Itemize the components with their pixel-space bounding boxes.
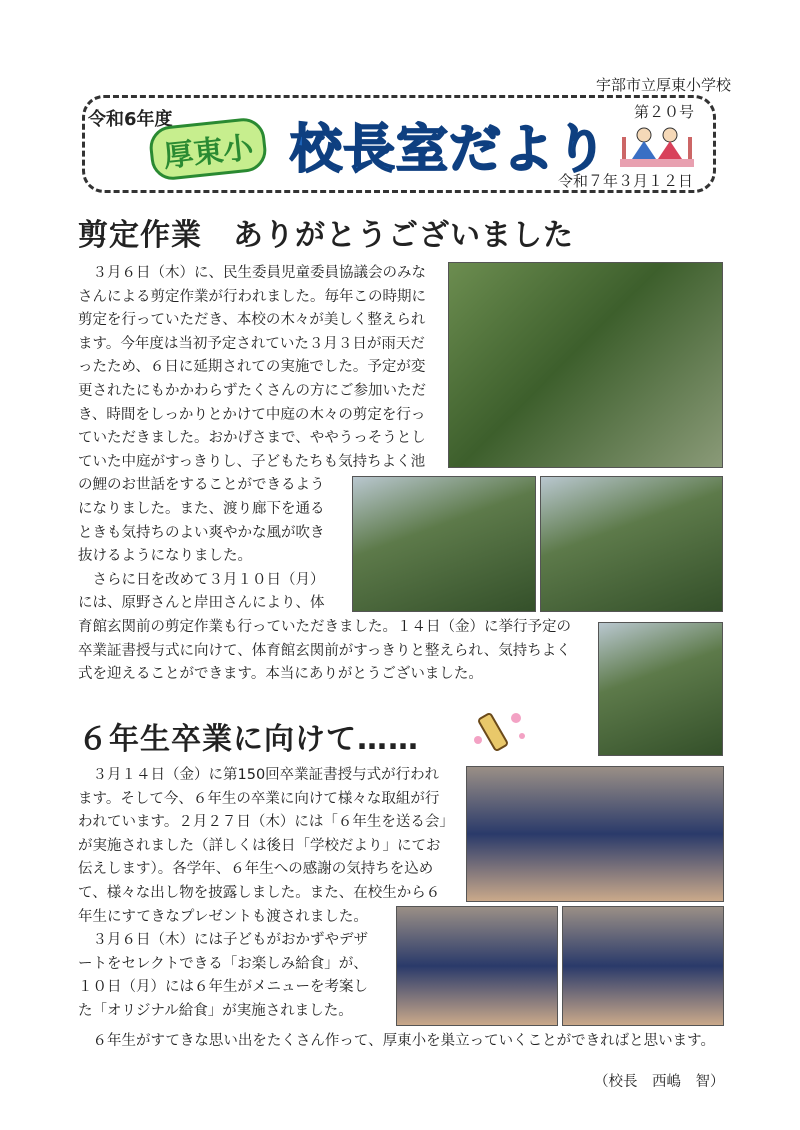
text-line: き、時間をしっかりとかけて中庭の木々の剪定を行っ [78, 406, 426, 423]
photo-courtyard-pruning [448, 262, 723, 468]
text-line: ３月６日（木）に、民生委員児童委員協議会のみな [78, 265, 426, 281]
article1-text-block-b [78, 616, 598, 687]
text-line: 年生にすてきなプレゼントも渡されました。 [78, 908, 368, 925]
article2-closing: ６年生がすてきな思い出をたくさん作って、厚東小を巣立っていくことができればと思います。 [78, 1033, 715, 1049]
text-line: 剪定を行っていただき、本校の木々が美しく整えられ [78, 312, 426, 329]
text-line: ３月１４日（金）に第150回卒業証書授与式が行われ [78, 767, 440, 783]
issue-date: 令和７年３月１２日 [558, 172, 694, 190]
photo-ladder-pruning-2 [540, 476, 723, 612]
school-short-logo: 厚東小 [147, 116, 268, 182]
principal-signature: （校長 西嶋 智） [594, 1074, 725, 1090]
text-line: 式を迎えることができます。本当にありがとうございました。 [78, 666, 483, 683]
newsletter-title: 校長室だより [290, 120, 609, 180]
photo-gym-celebration [562, 906, 724, 1026]
text-line: ったため、６日に延期されての実施でした。予定が変 [78, 359, 426, 376]
diploma-scroll-icon [470, 706, 530, 754]
text-line: 伝えします）。各学年、６年生への感謝の気持ちを込め [78, 861, 434, 878]
text-line: 更されたにもかかわらずたくさんの方にご参加いただ [78, 382, 426, 399]
text-line: ていただきました。おかげさまで、ややうっそうとし [78, 430, 426, 447]
text-line: になりました。また、渡り廊下を通る [78, 500, 325, 517]
article2-heading: ６年生卒業に向けて…… [78, 722, 419, 757]
photo-farewell-performance [466, 766, 724, 902]
text-line: の鯉のお世話をすることができるよう [78, 477, 325, 494]
text-line: て、様々な出し物を披露しました。また、在校生から６ [78, 884, 441, 901]
text-line: ます。そして今、６年生の卒業に向けて様々な取組が行 [78, 790, 440, 807]
issue-number: 第２０号 [634, 103, 695, 121]
photo-gym-entrance-pine [598, 622, 723, 756]
text-line: １０日（月）には６年生がメニューを考案し [78, 979, 368, 996]
photo-ladder-pruning [352, 476, 536, 612]
text-line: ときも気持ちのよい爽やかな風が吹き [78, 524, 325, 541]
text-line: 育館玄関前の剪定作業も行っていただきました。１４日（金）に挙行予定の [78, 619, 571, 635]
text-line: 卒業証書授与式に向けて、体育館玄関前がすっきりと整えられ、気持ちよく [78, 642, 571, 659]
fiscal-year: 令和6年度 [88, 109, 173, 130]
text-line: た「オリジナル給食」が実施されました。 [78, 1002, 353, 1019]
hina-dolls-icon [618, 123, 696, 169]
photo-students-cards [396, 906, 558, 1026]
text-line: ３月６日（木）には子どもがおかずやデザ [78, 932, 368, 949]
text-line: には、原野さんと岸田さんにより、体 [78, 595, 325, 612]
article1-heading: 剪定作業 ありがとうございました [78, 218, 574, 253]
text-line: ます。今年度は当初予定されていた３月３日が雨天だ [78, 335, 425, 352]
text-line: ートをセレクトできる「お楽しみ給食」が、 [78, 955, 368, 972]
text-line: が実施されました（詳しくは後日「学校だより」にてお [78, 837, 441, 854]
text-line: さらに日を改めて３月１０日（月） [78, 571, 325, 588]
text-line: 抜けるようになりました。 [78, 548, 252, 565]
school-name: 宇部市立厚東小学校 [596, 76, 732, 94]
text-line: さんによる剪定作業が行われました。毎年この時期に [78, 288, 426, 305]
text-line: われています。２月２７日（木）には「６年生を送る会」 [78, 814, 454, 831]
text-line: ていた中庭がすっきりし、子どもたちも気持ちよく池 [78, 453, 426, 470]
